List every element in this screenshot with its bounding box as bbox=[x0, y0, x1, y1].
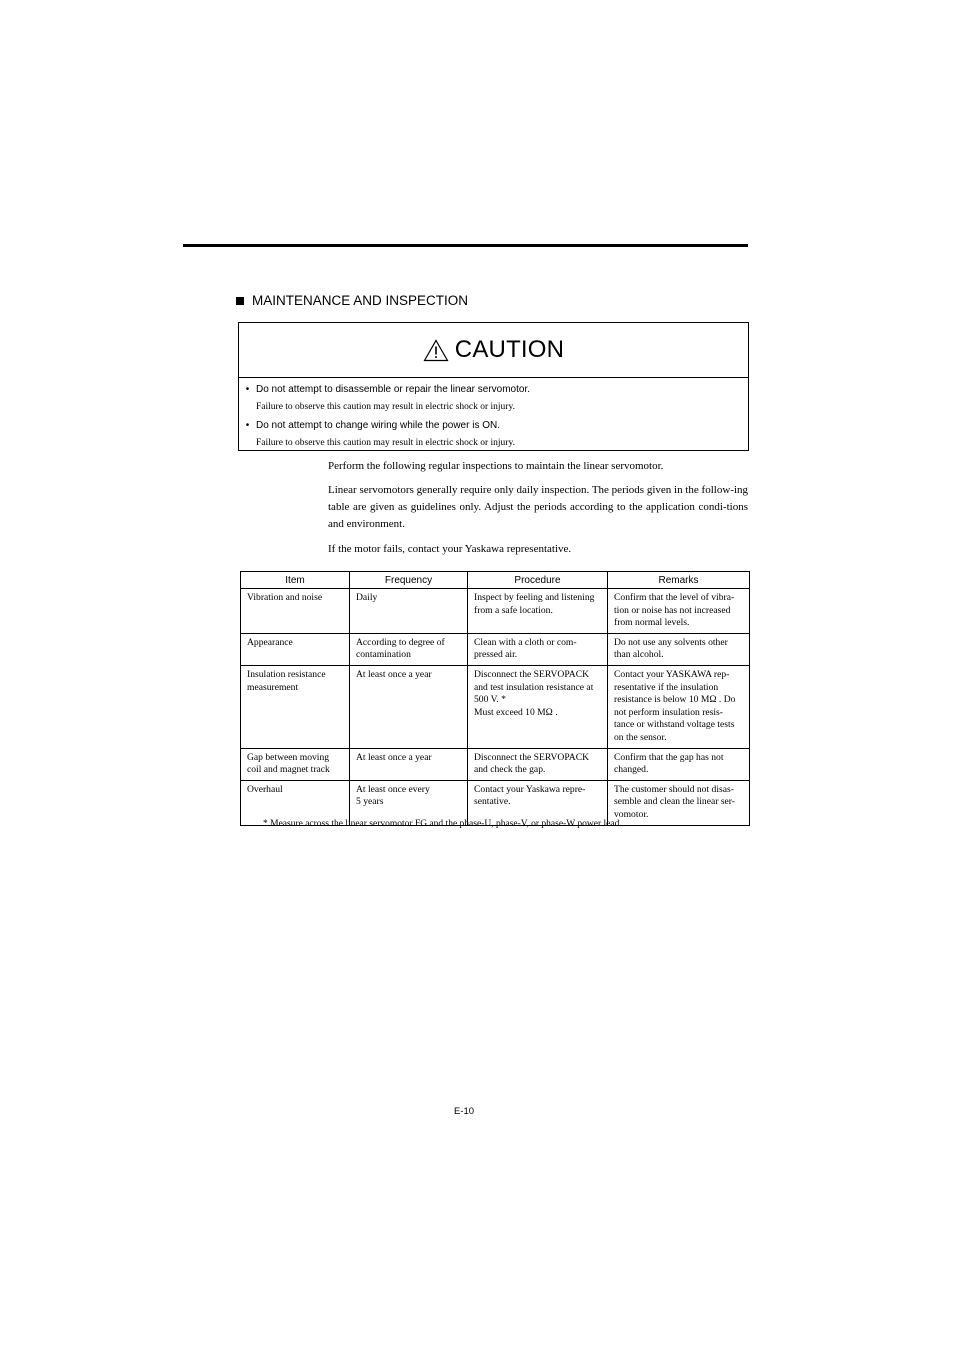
top-rule bbox=[183, 244, 748, 247]
section-heading bbox=[236, 293, 468, 308]
table-cell: Confirm that the gap has not changed. bbox=[608, 748, 750, 780]
table-cell: Confirm that the level of vibra- tion or noise has not increased from normal levels. bbox=[608, 589, 750, 634]
caution-item-text: Do not attempt to disassemble or repair the linear servomotor. bbox=[256, 383, 531, 395]
caution-item-note: Failure to observe this caution may result in electric shock or injury. bbox=[256, 402, 515, 412]
paragraph-intro: Perform the following regular inspections to maintain the linear servomotor. bbox=[328, 460, 664, 472]
caution-box bbox=[238, 322, 749, 451]
table-cell: Overhaul bbox=[241, 780, 350, 825]
table-cell: Contact your Yaskawa repre- sentative. bbox=[468, 780, 608, 825]
table-cell: Disconnect the SERVOPACK and check the gap. bbox=[468, 748, 608, 780]
column-header-procedure: Procedure bbox=[468, 572, 608, 589]
table-row bbox=[241, 748, 750, 780]
table-cell: Inspect by feeling and listening from a safe location. bbox=[468, 589, 608, 634]
table-cell: At least once a year bbox=[350, 748, 468, 780]
table-row bbox=[241, 633, 750, 665]
caution-body bbox=[239, 378, 748, 452]
table-cell: Gap between moving coil and magnet track bbox=[241, 748, 350, 780]
column-header-item: Item bbox=[241, 572, 350, 589]
table-cell: Disconnect the SERVOPACK and test insulation resistance at 500 V. * Must exceed 10 MΩ . bbox=[468, 665, 608, 748]
inspection-table bbox=[240, 571, 750, 826]
caution-title: CAUTION bbox=[454, 336, 565, 363]
column-header-frequency: Frequency bbox=[350, 572, 468, 589]
paragraph-guidelines: Linear servomotors generally require only daily inspection. The periods given in the follow-ing table are given as guidelines only. Adjust the periods according to the application condi-tions and environment. bbox=[328, 484, 748, 530]
table-cell: According to degree of contamination bbox=[350, 633, 468, 665]
section-heading-text: MAINTENANCE AND INSPECTION bbox=[252, 293, 469, 308]
caution-header bbox=[239, 323, 748, 378]
table-row bbox=[241, 589, 750, 634]
table-cell: Clean with a cloth or com- pressed air. bbox=[468, 633, 608, 665]
paragraph-contact: If the motor fails, contact your Yaskawa representative. bbox=[328, 543, 572, 555]
table-header-row bbox=[241, 572, 750, 589]
table-cell: Do not use any solvents other than alcohol. bbox=[608, 633, 750, 665]
square-bullet-icon bbox=[236, 297, 244, 305]
table-cell: At least once every 5 years bbox=[350, 780, 468, 825]
table-cell: Daily bbox=[350, 589, 468, 634]
table-cell: Contact your YASKAWA rep- resentative if the insulation resistance is below 10 MΩ . Do not perform insulation resis- tance or withstand voltage tests on the sensor. bbox=[608, 665, 750, 748]
table-cell: At least once a year bbox=[350, 665, 468, 748]
bullet-icon: • bbox=[245, 383, 250, 395]
table-footnote: * Measure across the linear servomotor FG and the phase-U, phase-V, or phase-W power lead. bbox=[263, 819, 622, 829]
caution-item bbox=[239, 416, 748, 434]
page-number: E-10 bbox=[454, 1106, 475, 1117]
caution-item-text: Do not attempt to change wiring while the power is ON. bbox=[256, 419, 501, 431]
caution-item bbox=[239, 380, 748, 398]
table-cell: Appearance bbox=[241, 633, 350, 665]
table-cell: The customer should not disas- semble and clean the linear ser- vomotor. bbox=[608, 780, 750, 825]
warning-triangle-icon bbox=[423, 339, 449, 362]
bullet-icon: • bbox=[245, 419, 250, 431]
caution-item-note: Failure to observe this caution may result in electric shock or injury. bbox=[256, 438, 515, 448]
table-cell: Insulation resistance measurement bbox=[241, 665, 350, 748]
table-cell: Vibration and noise bbox=[241, 589, 350, 634]
table-row bbox=[241, 665, 750, 748]
column-header-remarks: Remarks bbox=[608, 572, 750, 589]
